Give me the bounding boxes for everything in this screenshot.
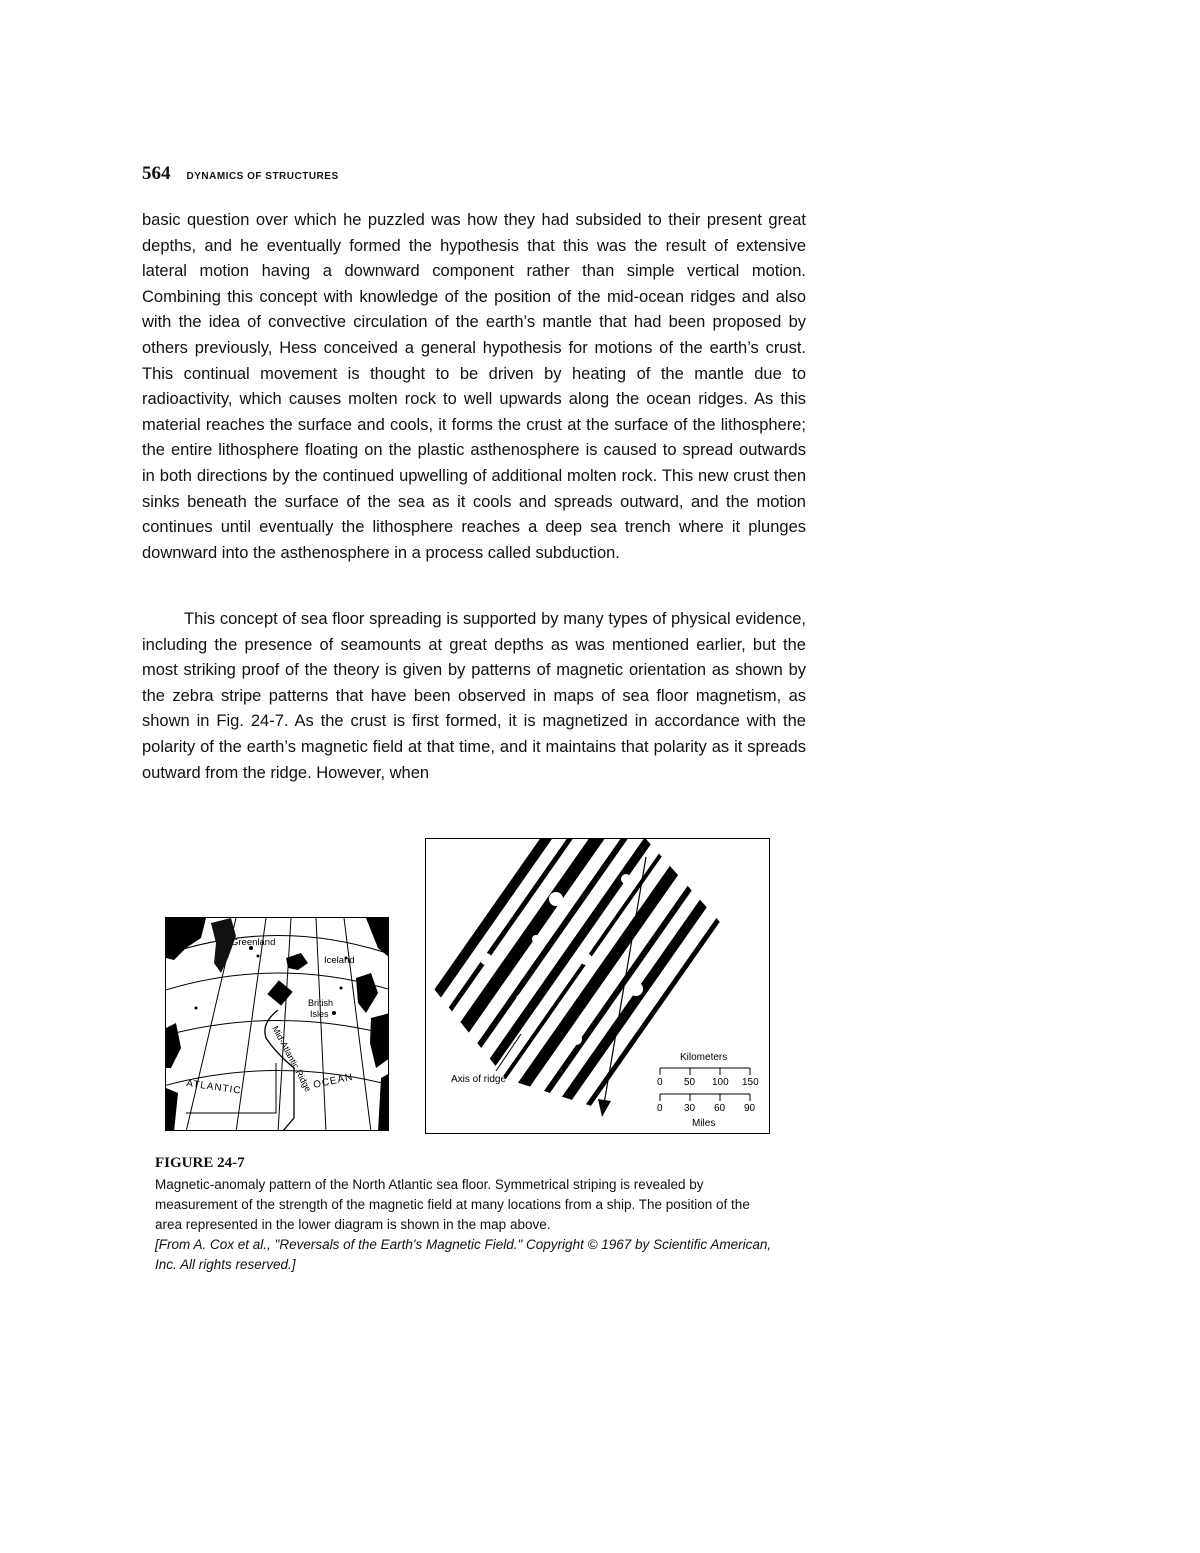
page-header <box>142 163 339 185</box>
mi-tick-2: 60 <box>714 1103 726 1114</box>
map-label-greenland: Greenland <box>231 937 276 948</box>
map-drawing <box>166 918 389 1131</box>
page-number: 564 <box>142 163 171 184</box>
axis-of-ridge-label: Axis of ridge <box>451 1074 507 1085</box>
map-label-ridge: Mid-Atlantic Ridge <box>270 1024 314 1094</box>
km-tick-2: 100 <box>712 1077 729 1088</box>
body-paragraph-2: This concept of sea floor spreading is supported by many types of physical evidence, including the presence of seamounts at great depths as was mentioned earlier, but the most striking proof of the theory is given by patterns of magnetic orientation as shown by the zebra stripe patterns that have been observed in maps of sea floor magnetism, as shown in Fig. 24-7. As the crust is first formed, it is magnetized in accordance with the polarity of the earth’s magnetic field at that time, and it maintains that polarity as it spreads outward from the ridge. However, when <box>142 610 806 782</box>
km-label: Kilometers <box>680 1052 728 1063</box>
mi-label: Miles <box>692 1118 716 1129</box>
km-tick-1: 50 <box>684 1077 696 1088</box>
mi-tick-3: 90 <box>744 1103 756 1114</box>
caption-credit <box>155 1235 775 1275</box>
map-label-british-2: Isles <box>310 1009 329 1019</box>
body-paragraph-1: basic question over which he puzzled was how they had subsided to their present great depths, and he eventually formed the hypothesis that this was the result of extensive lateral motion having a downward component rather than simple vertical motion. Combining this concept with knowledge of the position of the mid-ocean ridges and also with the idea of convective circulation of the earth’s mantle that had been proposed by others previously, Hess conceived a general hypothesis for motions of the earth’s crust. This continual movement is thought to be driven by heating of the mantle due to radioactivity, which causes molten rock to well upwards along the ocean ridges. As this material reaches the surface and cools, it forms the crust at the surface of the lithosphere; the entire lithosphere floating on the plastic asthenosphere is caused to spread outwards in both directions by the continued upwelling of additional molten rock. This new crust then sinks beneath the surface of the sea as it cools and spreads outward, and the motion continues until eventually the lithosphere reaches a deep sea trench where it plunges downward into the asthenosphere in a process called subduction. <box>142 211 806 562</box>
figure-label: FIGURE 24-7 <box>155 1155 245 1171</box>
magnetic-stripe-diagram <box>425 838 770 1134</box>
map-label-british-1: British <box>308 998 334 1008</box>
north-atlantic-map <box>165 917 389 1131</box>
mi-tick-1: 30 <box>684 1103 696 1114</box>
km-tick-3: 150 <box>742 1077 759 1088</box>
running-head: DYNAMICS OF STRUCTURES <box>186 171 339 182</box>
map-label-iceland: Iceland <box>324 955 355 966</box>
mi-tick-0: 0 <box>657 1103 663 1114</box>
caption-credit-text: [From A. Cox et al., "Reversals of the Earth's Magnetic Field." Copyright © 1967 by Scientific American, Inc. All rights reserved.] <box>155 1237 772 1272</box>
map-label-ocean: OCEAN <box>312 1071 355 1091</box>
stripe-drawing <box>426 839 770 1134</box>
figure-caption <box>155 1155 775 1275</box>
km-tick-0: 0 <box>657 1077 663 1088</box>
caption-text: Magnetic-anomaly pattern of the North Atlantic sea floor. Symmetrical striping is revealed by measurement of the strength of the magnetic field at many locations from a ship. The position of the area represented in the lower diagram is shown in the map above. <box>155 1177 750 1232</box>
map-label-atlantic: ATLANTIC <box>185 1078 243 1097</box>
